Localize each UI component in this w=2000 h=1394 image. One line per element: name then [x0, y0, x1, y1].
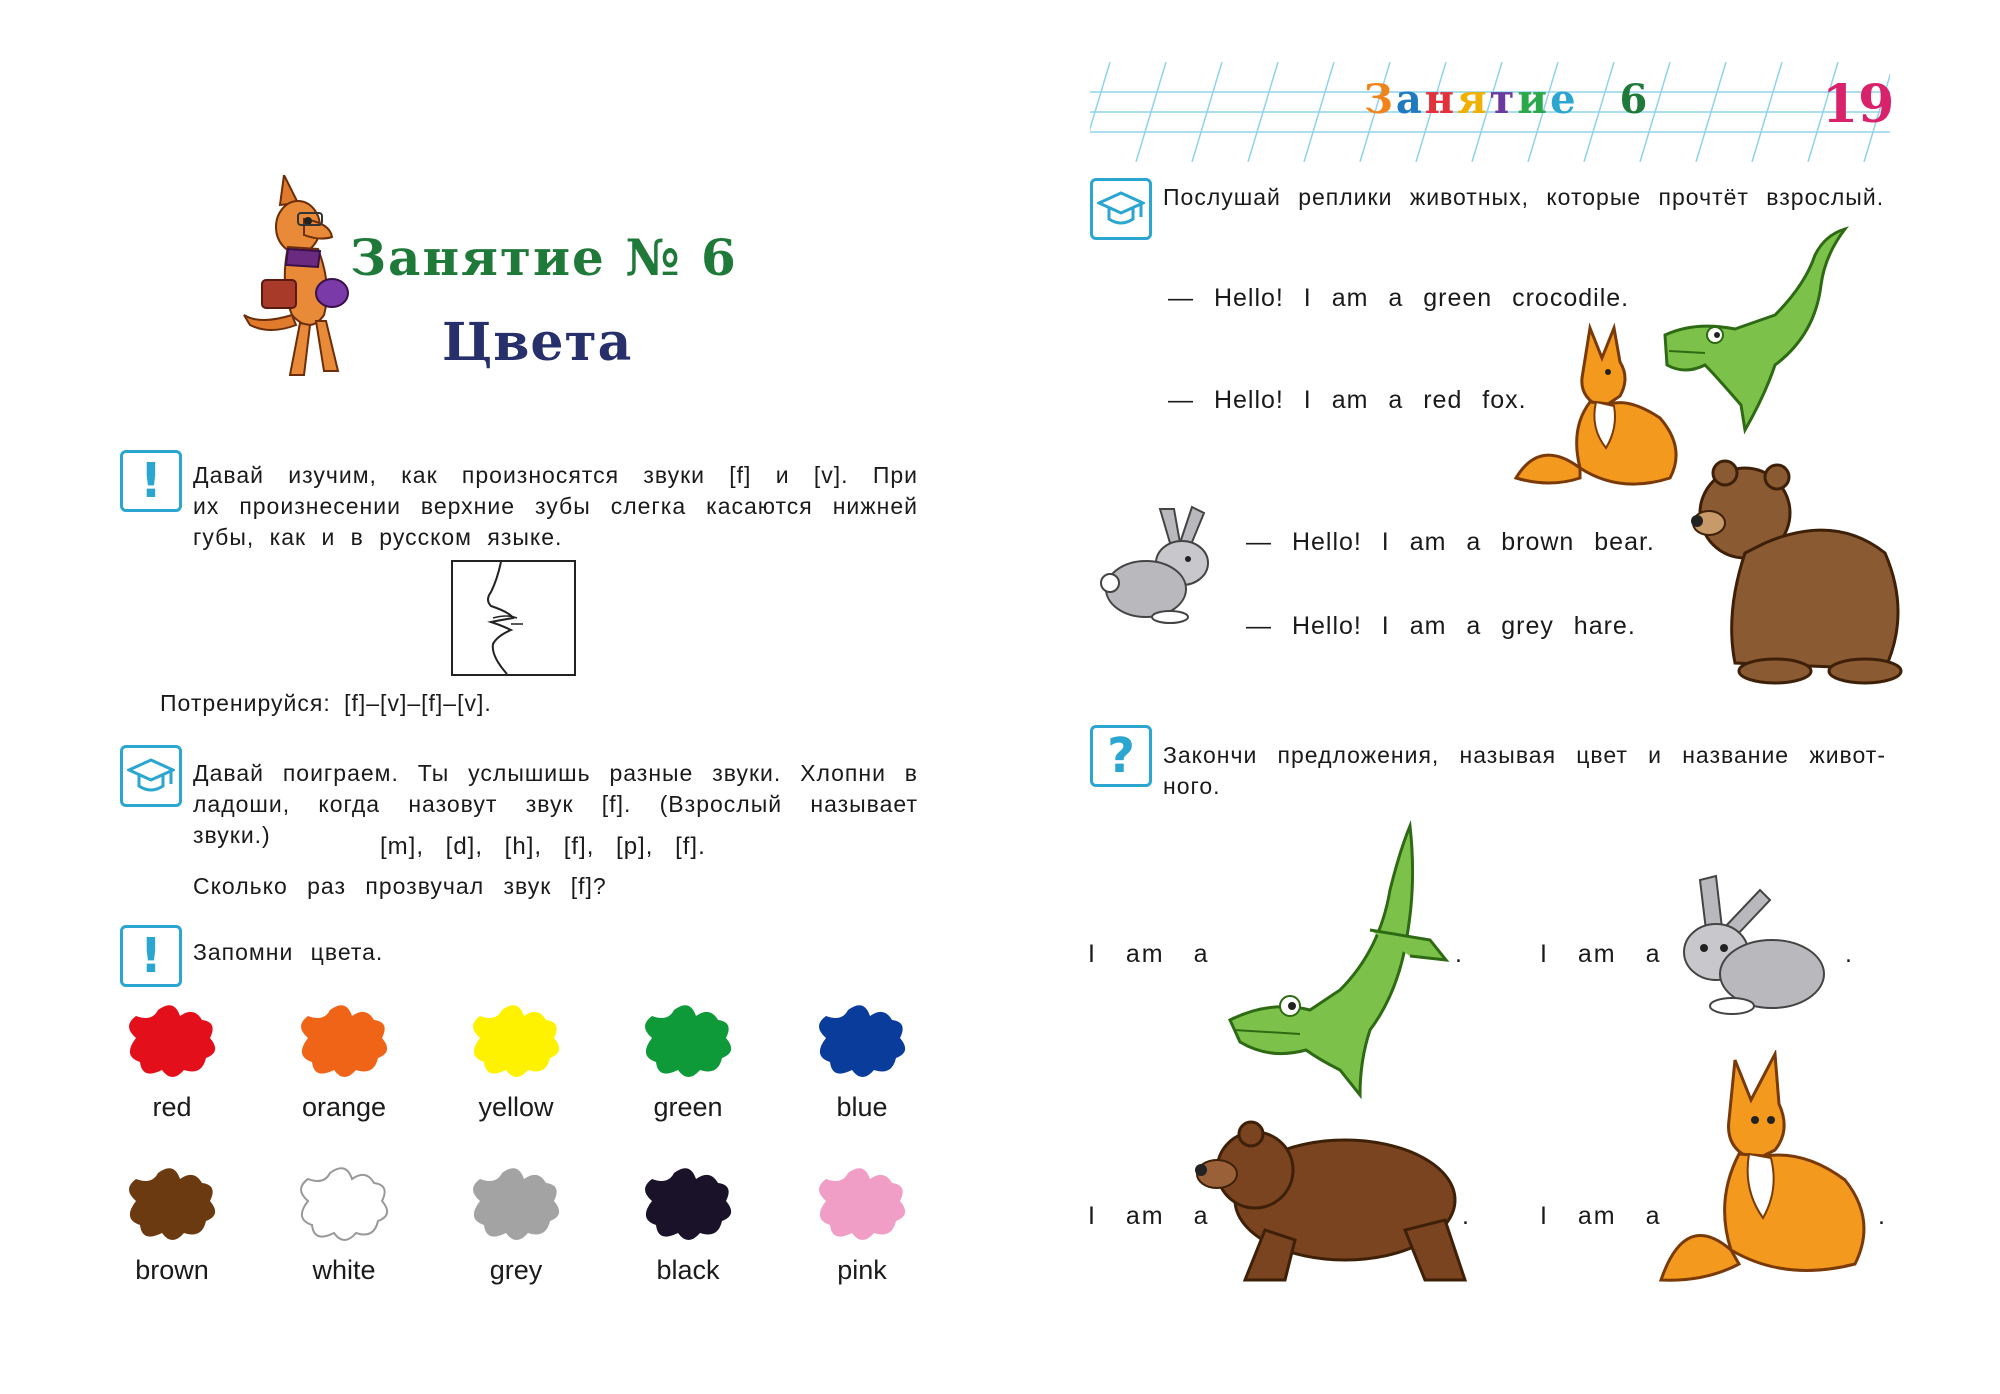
- instruction-line: ладоши, когда назовут звук [f]. (Взрослый называет звуки.): [193, 791, 918, 848]
- practice-line: Потренируйся: [f]–[v]–[f]–[v].: [160, 690, 492, 716]
- grey-hare-illustration: [1660, 870, 1830, 1020]
- exclamation-icon: !: [120, 450, 182, 512]
- pronunciation-instruction: [193, 460, 918, 553]
- color-label-black: black: [656, 1255, 720, 1285]
- instruction-line: их произнесении верхние зубы слегка касаются нижней: [193, 493, 918, 519]
- lesson-header-word: [1364, 76, 1579, 123]
- lesson-header-letter: я: [1457, 76, 1490, 123]
- brown-bear-illustration: [1195, 1110, 1480, 1290]
- instruction-line: губы, как и в русском языке.: [193, 524, 563, 550]
- lips-diagram-illustration: [451, 560, 576, 676]
- lesson-header-letter: а: [1395, 76, 1425, 123]
- crocodile-illustration: [1210, 820, 1460, 1100]
- lesson-header-number: 6: [1619, 76, 1651, 123]
- color-label-pink: pink: [837, 1255, 887, 1285]
- lesson-header-letter: т: [1489, 76, 1518, 123]
- dialog-line-crocodile: — Hello! I am a green crocodile.: [1168, 284, 1630, 312]
- instruction-line: Закончи предложения, называя цвет и название живот-: [1163, 742, 1886, 768]
- color-label-blue: blue: [836, 1092, 888, 1122]
- pink-color-swatch: [808, 1163, 916, 1247]
- grey-hare-illustration: [1100, 503, 1225, 628]
- crocodile-illustration: [1655, 225, 1855, 440]
- color-label-grey: grey: [489, 1255, 543, 1285]
- dialog-line-fox: — Hello! I am a red fox.: [1168, 386, 1527, 414]
- sentence-end-1: .: [1455, 940, 1464, 968]
- instruction-line: Давай поиграем. Ты услышишь разные звуки. Хлопни в: [193, 760, 918, 786]
- instruction-line: Давай изучим, как произносятся звуки [f] и [v]. При: [193, 462, 918, 488]
- red-color-swatch: [118, 1000, 226, 1084]
- dialog-line-bear: — Hello! I am a brown bear.: [1246, 528, 1655, 556]
- lesson-header-letter: и: [1517, 76, 1551, 123]
- question-icon: ?: [1090, 725, 1152, 787]
- dialog-line-hare: — Hello! I am a grey hare.: [1246, 612, 1636, 640]
- page-number: 19: [1822, 74, 1895, 135]
- sentence-end-4: .: [1878, 1202, 1887, 1230]
- blue-color-swatch: [808, 1000, 916, 1084]
- color-label-red: red: [152, 1092, 192, 1122]
- graduation-cap-icon: [1090, 178, 1152, 240]
- color-label-white: white: [312, 1255, 376, 1285]
- color-label-yellow: yellow: [478, 1092, 554, 1122]
- lesson-header-letter: З: [1364, 76, 1396, 123]
- lesson-header-letter: н: [1424, 76, 1458, 123]
- memorize-colors-instruction: Запомни цвета.: [193, 939, 384, 965]
- sentence-start-1: I am a: [1088, 940, 1210, 968]
- red-fox-illustration: [1655, 1050, 1880, 1290]
- complete-sentences-instruction: [1163, 740, 1886, 802]
- color-label-brown: brown: [135, 1255, 209, 1285]
- lesson-title: Занятие № 6: [350, 228, 738, 287]
- red-fox-illustration: [1510, 318, 1685, 498]
- white-color-swatch: [290, 1163, 398, 1247]
- black-color-swatch: [634, 1163, 742, 1247]
- green-color-swatch: [634, 1000, 742, 1084]
- brown-bear-illustration: [1685, 443, 1915, 688]
- sound-list: [m], [d], [h], [f], [p], [f].: [380, 833, 706, 860]
- brown-color-swatch: [118, 1163, 226, 1247]
- sentence-start-4: I am a: [1540, 1202, 1662, 1230]
- sentence-start-3: I am a: [1088, 1202, 1210, 1230]
- yellow-color-swatch: [462, 1000, 570, 1084]
- lesson-header-letter: е: [1550, 76, 1579, 123]
- sentence-end-2: .: [1845, 940, 1854, 968]
- lesson-header: [1364, 76, 1650, 123]
- orange-color-swatch: [290, 1000, 398, 1084]
- topic-title: Цвета: [442, 312, 633, 373]
- color-label-green: green: [653, 1092, 723, 1122]
- sentence-start-2: I am a: [1540, 940, 1662, 968]
- sound-count-question: Сколько раз прозвучал звук [f]?: [193, 873, 607, 899]
- listen-instruction: Послушай реплики животных, которые прочтёт взрослый.: [1163, 184, 1885, 210]
- graduation-cap-icon: [120, 745, 182, 807]
- exclamation-icon: !: [120, 925, 182, 987]
- color-label-orange: orange: [301, 1092, 387, 1122]
- instruction-line: ного.: [1163, 773, 1221, 799]
- grey-color-swatch: [462, 1163, 570, 1247]
- sentence-end-3: .: [1462, 1202, 1471, 1230]
